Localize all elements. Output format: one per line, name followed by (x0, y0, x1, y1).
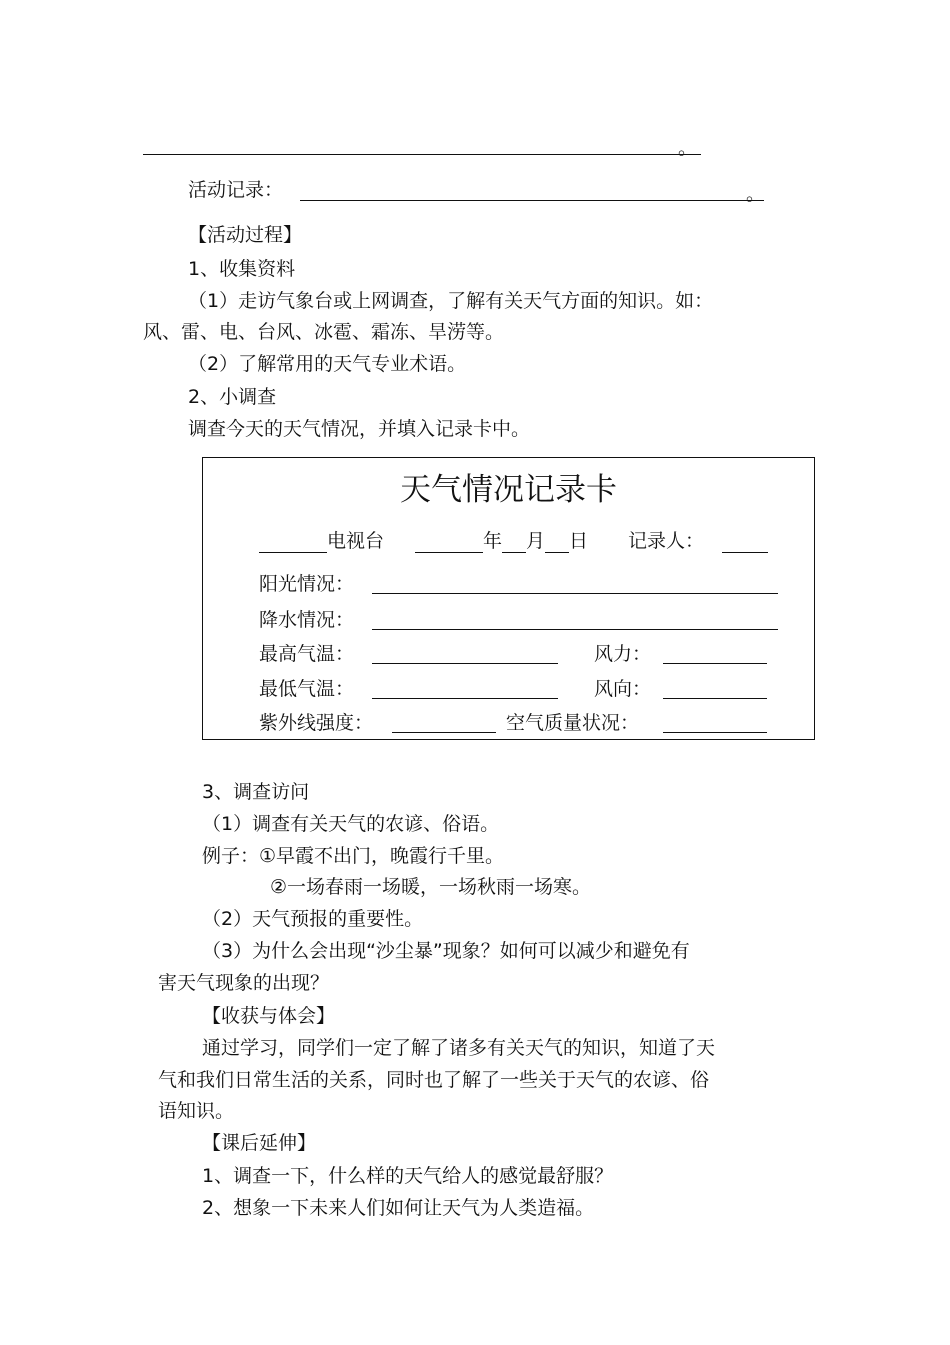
max-temp-label: 最高气温： (259, 643, 355, 665)
harvest-text-line-3: 语知识。 (158, 1100, 235, 1122)
air-quality-label: 空气质量状况： (506, 712, 640, 734)
month-label: 月 (526, 530, 546, 552)
step-1-item-1-line-1: （1）走访气象台或上网调查，了解有关天气方面的知识。如： (188, 290, 714, 312)
air-quality-field[interactable] (663, 732, 767, 733)
step-1-item-2: （2）了解常用的天气专业术语。 (188, 353, 467, 375)
min-temp-label: 最低气温： (259, 678, 355, 700)
section-heading-process: 【活动过程】 (188, 224, 303, 246)
section-heading-harvest: 【收获与体会】 (202, 1005, 336, 1027)
top-fill-line[interactable] (143, 154, 701, 155)
wind-force-label: 风力： (594, 643, 652, 665)
survey-question-1: （1）调查有关天气的农谚、俗语。 (202, 813, 500, 835)
uv-field[interactable] (392, 732, 496, 733)
wind-force-field[interactable] (663, 663, 767, 664)
uv-label: 紫外线强度： (259, 712, 374, 734)
example-line-2: ②一场春雨一场暖，一场秋雨一场寒。 (270, 876, 592, 898)
wind-direction-label: 风向： (594, 678, 652, 700)
min-temp-field[interactable] (372, 698, 558, 699)
station-row (259, 529, 384, 553)
precipitation-label: 降水情况： (259, 609, 355, 631)
day-field[interactable] (545, 532, 569, 553)
survey-question-2: （2）天气预报的重要性。 (202, 908, 424, 930)
harvest-text-line-2: 气和我们日常生活的关系，同时也了解了一些关于天气的农谚、俗 (158, 1069, 710, 1091)
max-temp-field[interactable] (372, 663, 558, 664)
precipitation-field[interactable] (372, 629, 778, 630)
sunshine-field[interactable] (372, 593, 778, 594)
year-field[interactable] (415, 532, 483, 553)
step-3-title: 3、调查访问 (202, 781, 310, 803)
weather-record-card (202, 457, 815, 740)
step-1-title: 1、收集资料 (188, 258, 296, 280)
month-field[interactable] (502, 532, 526, 553)
card-title: 天气情况记录卡 (400, 472, 617, 508)
survey-question-3-line-1: （3）为什么会出现“沙尘暴”现象？如何可以减少和避免有 (202, 940, 690, 962)
day-label: 日 (569, 530, 589, 552)
step-1-item-1-line-2: 风、雷、电、台风、冰雹、霜冻、旱涝等。 (143, 321, 505, 343)
activity-record-period: 。 (746, 183, 766, 205)
survey-question-3-line-2: 害天气现象的出现？ (158, 972, 330, 994)
example-line-1: 例子：①早霞不出门，晚霞行千里。 (202, 845, 505, 867)
year-label: 年 (483, 530, 503, 552)
activity-record-fill-line[interactable] (300, 200, 764, 201)
extension-item-1: 1、调查一下，什么样的天气给人的感觉最舒服？ (202, 1165, 614, 1187)
top-period: 。 (678, 137, 698, 159)
sunshine-label: 阳光情况： (259, 573, 355, 595)
station-name-field[interactable] (259, 532, 327, 553)
step-2-text: 调查今天的天气情况，并填入记录卡中。 (188, 418, 531, 440)
harvest-text-line-1: 通过学习，同学们一定了解了诸多有关天气的知识，知道了天 (202, 1037, 716, 1059)
activity-record-label: 活动记录： (188, 179, 284, 201)
recorder-label: 记录人： (628, 530, 705, 552)
wind-direction-field[interactable] (663, 698, 767, 699)
date-row (415, 529, 588, 553)
recorder-row (628, 529, 768, 553)
recorder-field[interactable] (722, 532, 768, 553)
extension-item-2: 2、想象一下未来人们如何让天气为人类造福。 (202, 1197, 595, 1219)
section-heading-extension: 【课后延伸】 (202, 1132, 317, 1154)
step-2-title: 2、小调查 (188, 386, 277, 408)
station-label: 电视台 (327, 530, 385, 552)
